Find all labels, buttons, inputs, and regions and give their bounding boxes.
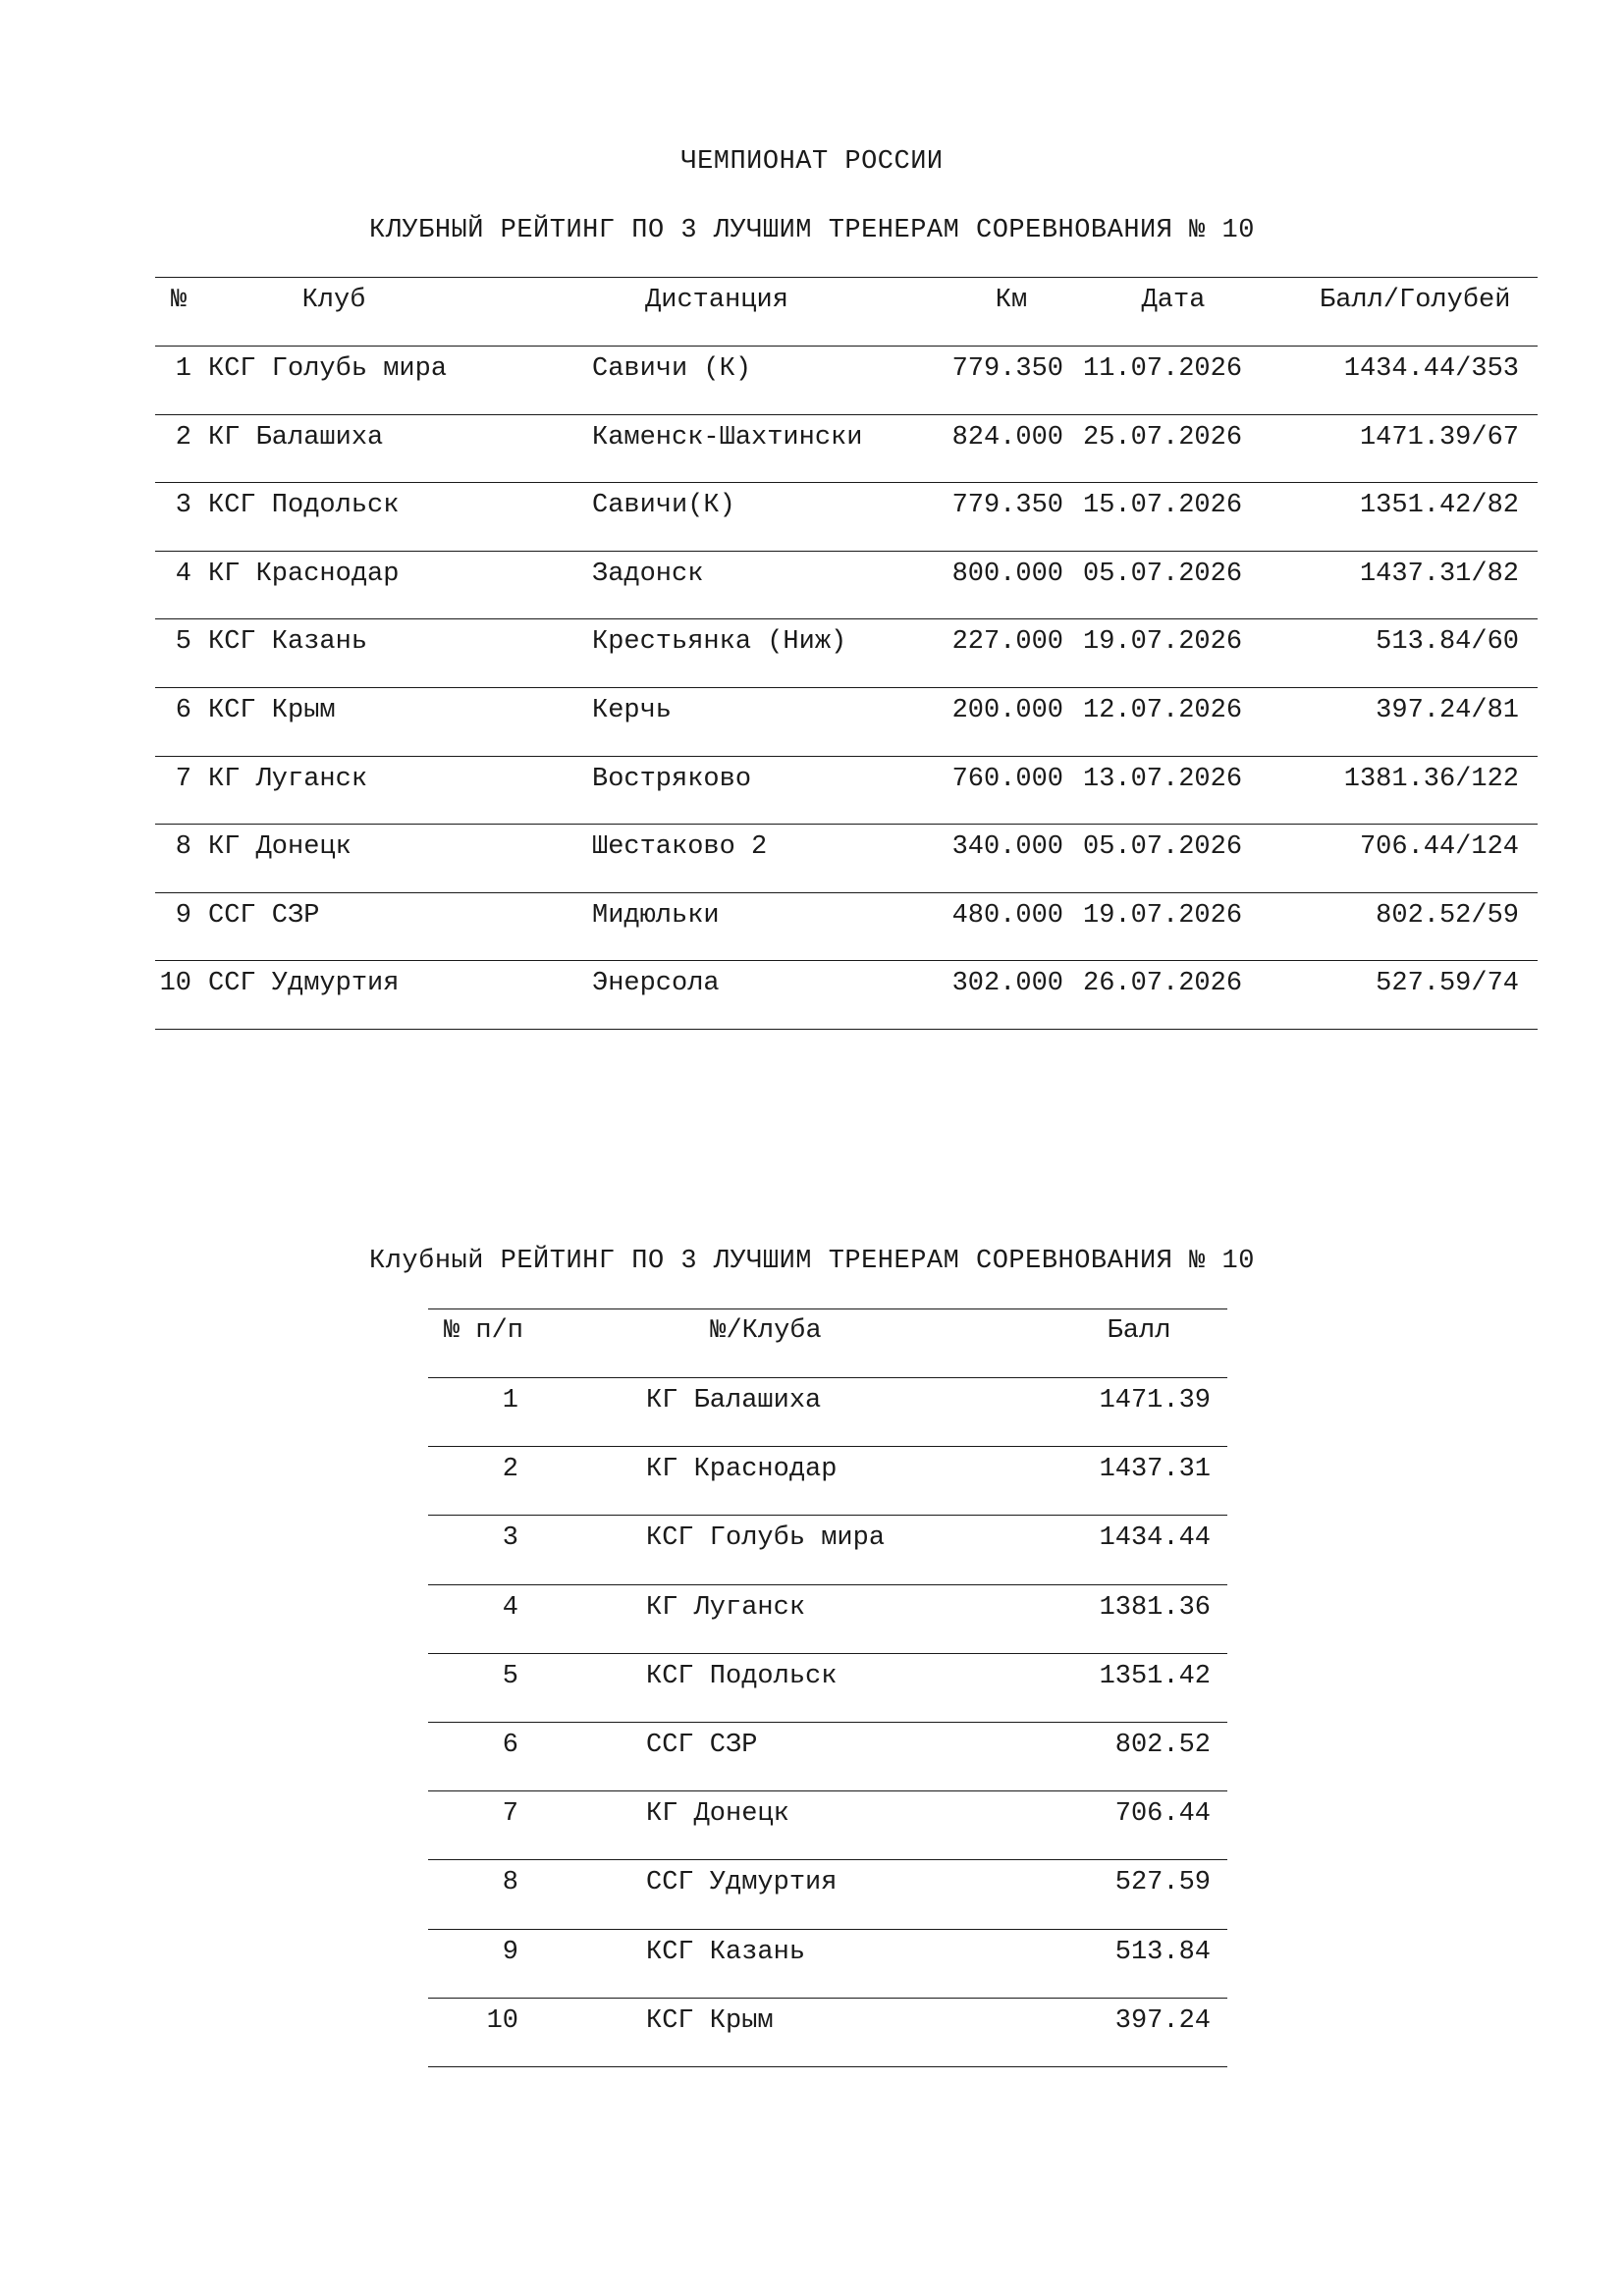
table1-cell-distance: Каменск-Шахтински <box>592 422 863 453</box>
table2-cell-score: 802.52 <box>1114 1731 1211 1760</box>
table1-row-rule <box>155 892 1538 893</box>
table1-cell-date: 19.07.2026 <box>1083 900 1243 931</box>
table1-cell-club: КСГ Подольск <box>208 491 400 521</box>
table1-cell-club: КГ Донецк <box>208 832 352 863</box>
table2-row-rule <box>428 1859 1227 1860</box>
table1-cell-num: 5 <box>175 627 191 658</box>
table1-cell-score: 1351.42/82 <box>1359 491 1519 521</box>
table2-cell-club: КСГ Голубь мира <box>646 1523 886 1554</box>
table2-cell-pos: 2 <box>502 1455 518 1485</box>
table2-cell-pos: 6 <box>502 1731 518 1760</box>
table2-row-rule <box>428 1377 1227 1378</box>
table2-cell-pos: 4 <box>502 1592 518 1623</box>
table1-cell-distance: Востряково <box>592 764 752 794</box>
table1-row-rule <box>155 756 1538 757</box>
table1-cell-num: 3 <box>175 491 191 521</box>
table2-cell-pos: 1 <box>502 1386 518 1415</box>
table1-cell-date: 25.07.2026 <box>1083 422 1243 453</box>
table2-cell-score: 1434.44 <box>1099 1523 1211 1554</box>
table2-cell-club: КГ Донецк <box>646 1799 789 1830</box>
table2-cell-score: 1351.42 <box>1099 1661 1211 1691</box>
table1-row-rule <box>155 551 1538 552</box>
table1-row-rule <box>155 824 1538 825</box>
table2-cell-score: 397.24 <box>1114 2005 1211 2036</box>
table1-cell-date: 12.07.2026 <box>1083 696 1243 725</box>
table1-cell-km: 340.000 <box>951 832 1063 863</box>
table2-cell-club: КГ Луганск <box>646 1592 806 1623</box>
table1-cell-date: 05.07.2026 <box>1083 832 1243 863</box>
table1-row-rule <box>155 346 1538 347</box>
table2-header-rule <box>428 1308 1227 1309</box>
table2-row-rule <box>428 1584 1227 1585</box>
table1-cell-score: 706.44/124 <box>1359 832 1519 863</box>
table2-row-rule <box>428 1653 1227 1654</box>
table1-cell-distance: Задонск <box>592 559 704 589</box>
table2-cell-pos: 5 <box>502 1661 518 1691</box>
table2-title: Клубный РЕЙТИНГ ПО 3 ЛУЧШИМ ТРЕНЕРАМ СОРЕВНОВАНИЯ № 10 <box>369 1247 1255 1276</box>
table1-cell-club: КГ Краснодар <box>208 559 400 589</box>
table1-header-distance: Дистанция <box>645 286 788 315</box>
table2-cell-club: ССГ СЗР <box>646 1731 758 1760</box>
table1-cell-num: 4 <box>175 559 191 589</box>
table2-row-rule <box>428 1790 1227 1791</box>
table2-row-rule <box>428 1446 1227 1447</box>
table1-cell-num: 2 <box>175 422 191 453</box>
table1-bottom-rule <box>155 1029 1538 1030</box>
table1-cell-score: 527.59/74 <box>1376 969 1519 999</box>
table1-header-score: Балл/Голубей <box>1320 286 1511 315</box>
table1-row-rule <box>155 482 1538 483</box>
table2-cell-club: КГ Балашиха <box>646 1386 822 1415</box>
table1-header-rule <box>155 277 1538 278</box>
table2-cell-pos: 7 <box>502 1799 518 1830</box>
table1-cell-score: 1381.36/122 <box>1343 764 1519 794</box>
table1-row-rule <box>155 414 1538 415</box>
table1-cell-score: 513.84/60 <box>1376 627 1519 658</box>
table2-header-club: №/Клуба <box>710 1316 822 1346</box>
table2-cell-pos: 8 <box>502 1868 518 1898</box>
table1-cell-km: 227.000 <box>951 627 1063 658</box>
table1-header-num: № <box>171 286 188 315</box>
table2-cell-pos: 10 <box>486 2005 518 2036</box>
table2-row-rule <box>428 1722 1227 1723</box>
table1-cell-km: 800.000 <box>951 559 1063 589</box>
table1-cell-club: КГ Балашиха <box>208 422 384 453</box>
table1-cell-km: 760.000 <box>951 764 1063 794</box>
table1-cell-km: 302.000 <box>951 969 1063 999</box>
table2-cell-score: 1471.39 <box>1099 1386 1211 1415</box>
table1-cell-distance: Крестьянка (Ниж) <box>592 627 847 658</box>
table1-cell-distance: Энерсола <box>592 969 720 999</box>
table1-cell-club: КСГ Голубь мира <box>208 354 448 384</box>
table2-cell-club: КСГ Казань <box>646 1937 806 1967</box>
table1-cell-score: 397.24/81 <box>1376 696 1519 725</box>
table1-row-rule <box>155 687 1538 688</box>
table1-cell-km: 824.000 <box>951 422 1063 453</box>
table1-cell-distance: Шестаково 2 <box>592 832 768 863</box>
table1-cell-score: 802.52/59 <box>1376 900 1519 931</box>
table1-cell-club: КГ Луганск <box>208 764 368 794</box>
table1-cell-date: 26.07.2026 <box>1083 969 1243 999</box>
table1-cell-km: 779.350 <box>951 491 1063 521</box>
table2-row-rule <box>428 1515 1227 1516</box>
table2-cell-score: 527.59 <box>1114 1868 1211 1898</box>
table2-header-score: Балл <box>1107 1316 1171 1346</box>
table1-cell-date: 15.07.2026 <box>1083 491 1243 521</box>
table1-cell-km: 480.000 <box>951 900 1063 931</box>
table1-cell-date: 05.07.2026 <box>1083 559 1243 589</box>
table1-cell-num: 10 <box>159 969 191 999</box>
table1-cell-date: 19.07.2026 <box>1083 627 1243 658</box>
table1-cell-num: 7 <box>175 764 191 794</box>
table1-cell-num: 1 <box>175 354 191 384</box>
table1-cell-date: 13.07.2026 <box>1083 764 1243 794</box>
table1-cell-num: 8 <box>175 832 191 863</box>
table1-cell-score: 1471.39/67 <box>1359 422 1519 453</box>
table2-cell-score: 1437.31 <box>1099 1455 1211 1485</box>
table2-cell-pos: 9 <box>502 1937 518 1967</box>
table1-cell-distance: Савичи(К) <box>592 491 735 521</box>
table1-cell-distance: Керчь <box>592 696 673 725</box>
table1-cell-num: 6 <box>175 696 191 725</box>
table2-cell-score: 1381.36 <box>1099 1592 1211 1623</box>
table2-cell-club: ССГ Удмуртия <box>646 1868 838 1898</box>
table1-cell-score: 1437.31/82 <box>1359 559 1519 589</box>
table2-row-rule <box>428 1998 1227 1999</box>
table2-cell-score: 513.84 <box>1114 1937 1211 1967</box>
table1-header-km: Км <box>995 286 1028 315</box>
table1-cell-date: 11.07.2026 <box>1083 354 1243 384</box>
table1-header-club: Клуб <box>301 286 366 315</box>
table1-cell-distance: Мидюльки <box>592 900 720 931</box>
table2-cell-club: КГ Краснодар <box>646 1455 838 1485</box>
table1-cell-score: 1434.44/353 <box>1343 354 1519 384</box>
table1-cell-club: КСГ Казань <box>208 627 368 658</box>
table2-cell-club: КСГ Крым <box>646 2005 774 2036</box>
table1-cell-club: ССГ СЗР <box>208 900 320 931</box>
table1-header-date: Дата <box>1141 286 1206 315</box>
table2-cell-club: КСГ Подольск <box>646 1661 838 1691</box>
table2-cell-score: 706.44 <box>1114 1799 1211 1830</box>
table1-cell-club: КСГ Крым <box>208 696 336 725</box>
table1-cell-km: 779.350 <box>951 354 1063 384</box>
table1-row-rule <box>155 618 1538 619</box>
table2-row-rule <box>428 1929 1227 1930</box>
table1-title: КЛУБНЫЙ РЕЙТИНГ ПО 3 ЛУЧШИМ ТРЕНЕРАМ СОРЕВНОВАНИЯ № 10 <box>369 216 1255 245</box>
table2-bottom-rule <box>428 2066 1227 2067</box>
table2-header-pos: № п/п <box>444 1316 524 1346</box>
table1-row-rule <box>155 960 1538 961</box>
table2-cell-pos: 3 <box>502 1523 518 1554</box>
table1-cell-num: 9 <box>175 900 191 931</box>
table1-cell-club: ССГ Удмуртия <box>208 969 400 999</box>
document-heading: ЧЕМПИОНАТ РОССИИ <box>680 147 944 177</box>
table1-cell-km: 200.000 <box>951 696 1063 725</box>
table1-cell-distance: Савичи (К) <box>592 354 752 384</box>
